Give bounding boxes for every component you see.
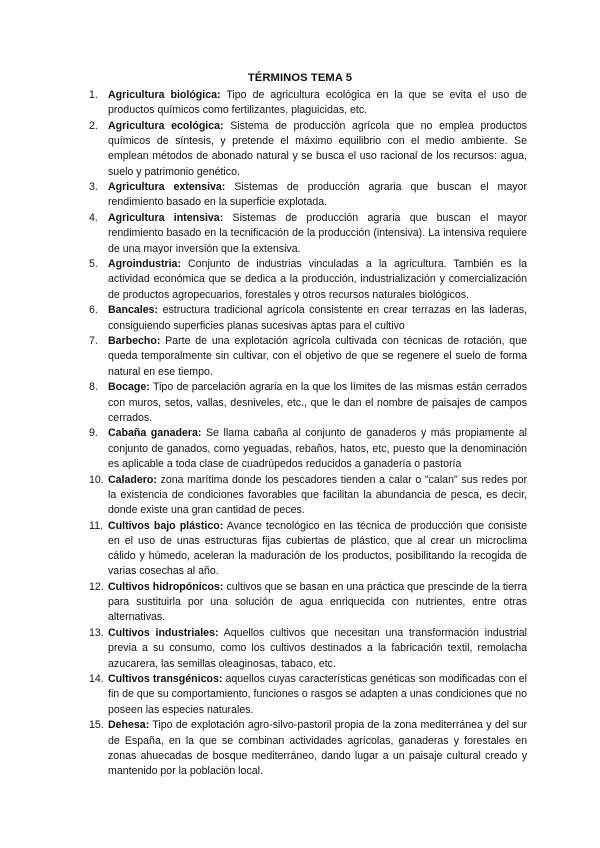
term-definition: aquellos cuyas características genéticas son modificadas con el fin de que su comportamiento, funciones o rasgos se adapten a unas condiciones que no poseen las especies naturales. <box>108 673 527 716</box>
term-name: Dehesa: <box>108 719 150 732</box>
term-definition: cultivos que se basan en una práctica que prescinde de la tierra para sustituirla por una solución de agua enriquecida con nutrientes, entre otras alternativas. <box>108 581 528 624</box>
term-number: 10. <box>89 473 104 486</box>
term-number: 1. <box>89 89 98 101</box>
term-item-8 <box>90 380 527 426</box>
term-item-13 <box>90 626 527 672</box>
term-definition: Se llama cabaña al conjunto de ganaderos y más propiamente al conjunto de ganados, como yeguadas, rebaños, hatos, etc, puesto que la denominación es aplicable a toda clase de cuadrúpedos reducidos a ganadería o pastoría <box>108 427 528 470</box>
term-item-10 <box>90 473 527 519</box>
term-item-5 <box>90 257 527 303</box>
term-name: Agroindustria: <box>108 258 181 271</box>
term-number: 11. <box>89 519 103 532</box>
term-item-1 <box>90 88 527 118</box>
term-definition: zona marítima donde los pescadores tienden a calar o "calan" sus redes por la existencia de condiciones favorables que facilitan la abundancia de pesca, es decir, donde existe una gran cantidad de peces. <box>108 473 527 516</box>
term-definition: Tipo de parcelación agraria en la que los límites de las mismas están cerrados con muros, setos, vallas, desniveles, etc., que le dan el nombre de paisajes de campos cerrados. <box>108 381 527 424</box>
term-name: Barbecho: <box>108 335 161 348</box>
term-definition: Conjunto de industrias vinculadas a la agricultura. También es la actividad económica que se dedica a la producción, industrialización y comercialización de productos agropecuarios, forestales y otros recursos naturales biológicos. <box>108 258 527 301</box>
term-number: 15. <box>89 719 104 732</box>
term-number: 2. <box>89 119 98 132</box>
term-item-14 <box>90 672 527 718</box>
term-definition: Avance tecnológico en las técnica de producción que consiste en el uso de unas estructuras fijas cubiertas de plástico, que al crear un microclima cálido y húmedo, aceleran la maduración de los productos, posibilitando la recogida de varias cosechas al año. <box>108 519 527 578</box>
term-name: Cabaña ganadera: <box>108 427 202 440</box>
term-number: 14. <box>89 673 104 686</box>
term-item-4 <box>90 211 527 257</box>
term-number: 7. <box>89 335 98 348</box>
term-item-7 <box>90 334 527 380</box>
term-name: Bancales: <box>108 304 159 317</box>
term-item-6 <box>90 303 527 333</box>
term-item-3 <box>90 180 527 210</box>
term-number: 4. <box>89 212 98 225</box>
term-item-12 <box>90 580 527 626</box>
term-number: 8. <box>89 381 98 394</box>
term-name: Cultivos industriales: <box>108 627 219 640</box>
term-number: 13. <box>89 627 104 640</box>
term-name: Cultivos hidropónicos: <box>108 581 224 593</box>
term-name: Agricultura intensiva: <box>108 212 224 225</box>
term-definition: Aquellos cultivos que necesitan una transformación industrial previa a su consumo, como los cultivos destinados a la fabricación textil, remolacha azucarera, las semillas oleaginosas, tabaco, etc. <box>108 627 527 670</box>
term-definition: Sistemas de producción agraria que buscan el mayor rendimiento basado en la superficie explotada. <box>108 181 527 209</box>
term-definition: Parte de una explotación agrícola cultivada con técnicas de rotación, que queda temporalmente sin cultivar, con el objetivo de que se regenere el suelo de forma natural en ese tiempo. <box>108 335 527 378</box>
term-definition: Sistema de producción agrícola que no emplea productos químicos de síntesis, y pretende el máximo equilibrio con el medio ambiente. Se emplean métodos de abonado natural y se busca el uso racional de los recursos: agua, suelo y patrimonio genético. <box>108 119 527 178</box>
terms-list <box>90 88 527 780</box>
term-item-11 <box>90 519 527 580</box>
term-name: Agricultura extensiva: <box>108 181 226 194</box>
term-name: Agricultura ecológica: <box>108 119 224 132</box>
term-definition: estructura tradicional agrícola consistente en crear terrazas en las laderas, consiguiendo superficies planas sucesivas aptas para el cultivo <box>108 304 527 332</box>
term-item-2 <box>90 119 527 180</box>
term-name: Bocage: <box>108 381 150 394</box>
term-item-15 <box>90 718 527 779</box>
term-number: 12. <box>89 581 104 593</box>
term-definition: Sistemas de producción agraria que buscan el mayor rendimiento basado en la tecnificación de la producción (intensiva). La intensiva requiere de una mayor inversión que la extensiva. <box>108 212 528 255</box>
term-number: 6. <box>89 304 98 317</box>
term-item-9 <box>90 426 527 472</box>
term-number: 9. <box>89 427 98 440</box>
term-definition: Tipo de explotación agro-silvo-pastoril propia de la zona mediterránea y del sur de España, en la que se combinan actividades agrícolas, ganaderas y forestales en zonas ahuecadas de bosque mediterráneo, dando lugar a un paisaje cultural creado y mantenido por la población local. <box>108 719 527 777</box>
term-number: 5. <box>89 258 98 271</box>
term-name: Cultivos transgénicos: <box>108 673 223 686</box>
term-name: Agricultura biológica: <box>108 89 221 101</box>
term-number: 3. <box>89 181 98 194</box>
term-definition: Tipo de agricultura ecológica en la que se evita el uso de productos químicos como fertilizantes, plaguicidas, etc. <box>108 89 527 117</box>
document-title: TÉRMINOS TEMA 5 <box>247 72 353 84</box>
term-name: Caladero: <box>108 473 157 486</box>
term-name: Cultivos bajo plástico: <box>108 519 224 532</box>
